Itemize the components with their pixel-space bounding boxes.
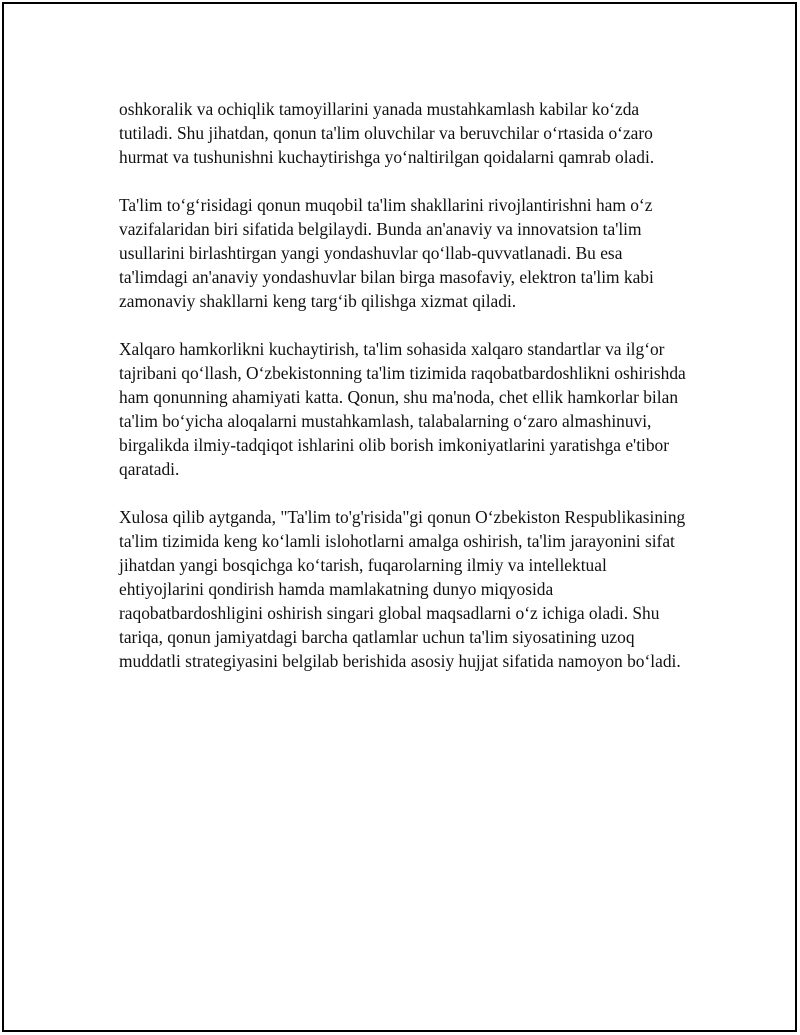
- document-body: [119, 97, 694, 697]
- paragraph-2: Ta'lim to‘g‘risidagi qonun muqobil ta'lim shakllarini rivojlantirishni ham o‘z vazifalaridan biri sifatida belgilaydi. Bunda an'anaviy va innovatsion ta'lim usullarini birlashtirgan yangi yondashuvlar qo‘llab-quvvatlanadi. Bu esa ta'limdagi an'anaviy yondashuvlar bilan birga masofaviy, elektron ta'lim kabi zamonaviy shakllarni keng targ‘ib qilishga xizmat qiladi.: [119, 195, 654, 311]
- paragraph-4: Xulosa qilib aytganda, "Ta'lim to'g'risida"gi qonun O‘zbekiston Respublikasining ta'lim tizimida keng ko‘lamli islohotlarni amalga oshirish, ta'lim jarayonini sifat jihatdan yangi bosqichga ko‘tarish, fuqarolarning ilmiy va intellektual ehtiyojlarini qondirish hamda mamlakatning dunyo miqyosida raqobatbardoshligini oshirish singari global maqsadlarni o‘z ichiga oladi. Shu tariqa, qonun jamiyatdagi barcha qatlamlar uchun ta'lim siyosatining uzoq muddatli strategiyasini belgilab berishida asosiy hujjat sifatida namoyon bo‘ladi.: [119, 507, 686, 671]
- paragraph-3: Xalqaro hamkorlikni kuchaytirish, ta'lim sohasida xalqaro standartlar va ilg‘or tajribani qo‘llash, O‘zbekistonning ta'lim tizimida raqobatbardoshlikni oshirishda ham qonunning ahamiyati katta. Qonun, shu ma'noda, chet ellik hamkorlar bilan ta'lim bo‘yicha aloqalarni mustahkamlash, talabalarning o‘zaro almashinuvi, birgalikda ilmiy-tadqiqot ishlarini olib borish imkoniyatlarini yaratishga e'tibor qaratadi.: [119, 339, 686, 479]
- paragraph-1: oshkoralik va ochiqlik tamoyillarini yanada mustahkamlash kabilar ko‘zda tutiladi. Shu jihatdan, qonun ta'lim oluvchilar va beruvchilar o‘rtasida o‘zaro hurmat va tushunishni kuchaytirishga yo‘naltirilgan qoidalarni qamrab oladi.: [119, 99, 655, 167]
- document-page: [2, 2, 797, 1032]
